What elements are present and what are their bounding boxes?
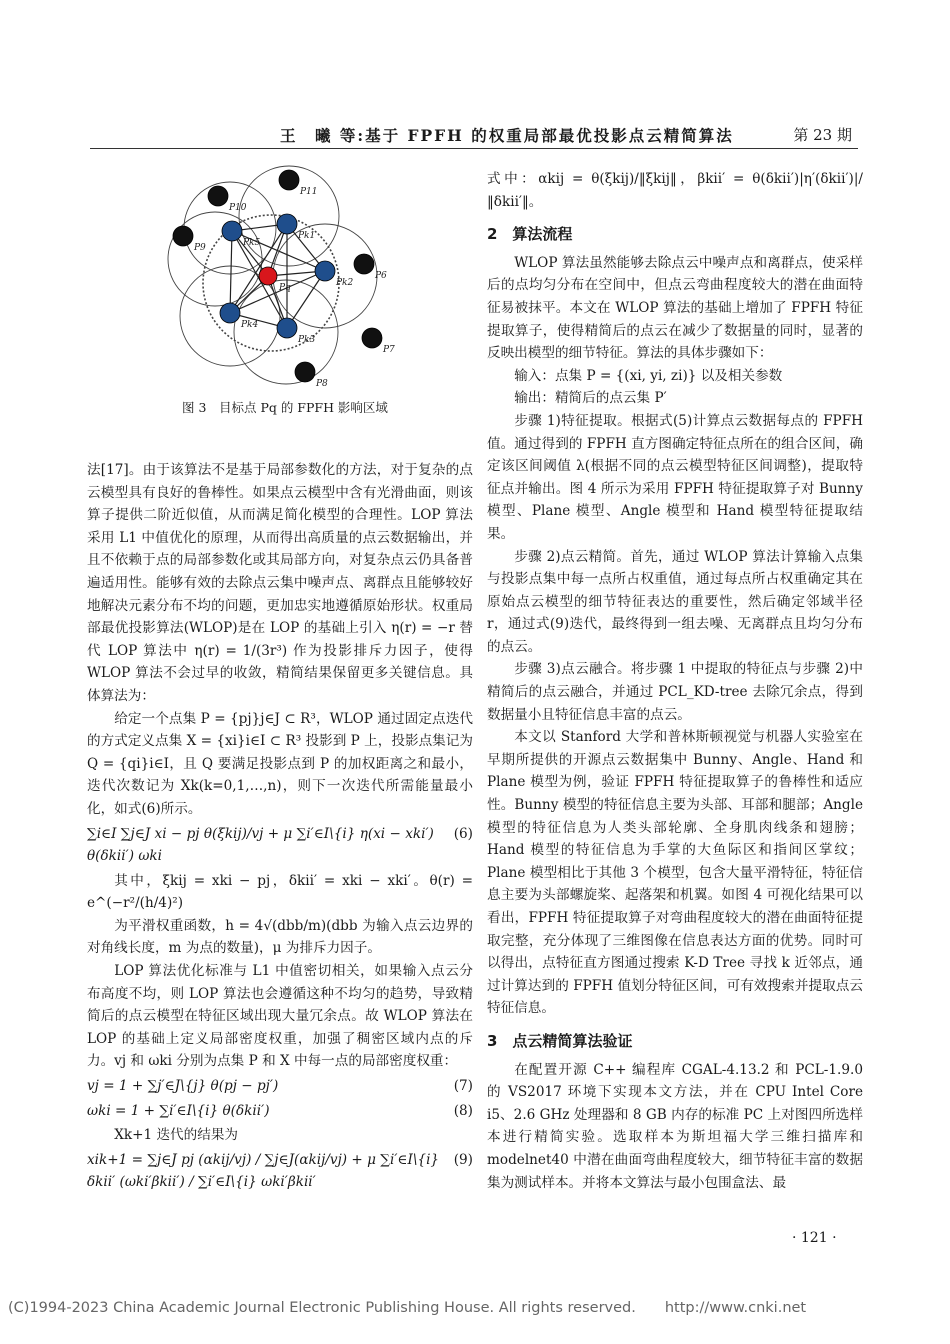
- paragraph: 在配置开源 C++ 编程库 CGAL-4.13.2 和 PCL-1.9.0 的 VS2017 环境下实现本文方法，并在 CPU Intel Core i5、2.6 GHz 处理器和 8 GB 内存的标准 PC 上对图四所选样本进行精简实验。选取样本为斯坦福大学三维扫描库和 modelnet40 中潜在曲面弯曲程度较大，细节特征丰富的数据集为测试样本。并将本文算法与最小包围盒法、最: [487, 1061, 863, 1191]
- node-pk4: [220, 303, 240, 323]
- equation-body: xik+1 = ∑j∈J pj (αkij/vj) / ∑j∈J(αkij/vj) + μ ∑i′∈I\{i} δkii′ (ωki′βkii′) / ∑i′∈I\{i} ωki′βkii′: [87, 1151, 440, 1191]
- graph-edge: [230, 231, 232, 313]
- node-pk2: [315, 261, 335, 281]
- equation-body: ωki = 1 + ∑i′∈I\{i} θ(δkii′): [87, 1102, 270, 1119]
- equation-number: (9): [453, 1151, 473, 1168]
- node-label: P11: [300, 187, 318, 197]
- node-pk1: [277, 214, 297, 234]
- node-label: P7: [383, 345, 395, 355]
- equation-body: vj = 1 + ∑j′∈J\{j} θ(pj − pj′): [87, 1078, 279, 1095]
- node-p10: [208, 186, 228, 206]
- page-number: · 121 ·: [792, 1230, 837, 1246]
- node-p9: [173, 226, 193, 246]
- paragraph: 法[17]。由于该算法不是基于局部参数化的方法，对于复杂的点云模型具有良好的鲁棒性。如果点云模型中含有光滑曲面，则该算子提供二阶近似值，从而满足简化模型的合理性。LOP 算法采用 L1 中值优化的原理，从而得出高质量的点云数据输出，并且不依赖于点的局部参数化或其局部方向，对复杂点云仍具备普遍适用性。能够有效的去除点云集中噪声点、离群点且能够较好地解决元素分布不均的问题，更加忠实地遵循原始形状。权重局部最优投影算法(WLOP)是在 LOP 的基础上引入 η(r) = −r 替代 LOP 算法中 η(r) = 1/(3r³) 作为投影排斥力因子，使得 WLOP 算法不会过早的收敛，精简结果保留更多关键信息。具体算法为：: [87, 462, 473, 704]
- node-label: Pq: [279, 283, 291, 293]
- paragraph: 给定一个点集 P = {pj}j∈J ⊂ R³，WLOP 通过固定点迭代的方式定义点集 X = {xi}i∈I ⊂ R³ 投影到 P 上，投影点集记为 Q = {qi}i∈I，且 Q 要满足投影点到 P 的加权距离之和最小，迭代次数记为 Xk(k=0,1,…,n)，则下一次迭代所需能量最小化，如式(6)所示。: [87, 710, 473, 817]
- paragraph: 为平滑权重函数，h = 4√(dbb/m)(dbb 为输入点云边界的对角线长度，m 为点的数量)，μ 为排斥力因子。: [87, 917, 473, 957]
- figure-caption: 图 3 目标点 Pq 的 FPFH 影响区域: [182, 400, 388, 415]
- paragraph: WLOP 算法虽然能够去除点云中噪声点和离群点，使采样后的点均匀分布在空间中，但点云弯曲程度较大的潜在曲面特征易被抹平。本文在 WLOP 算法的基础上增加了 FPFH 特征提取算子，使得精简后的点云在减少了数据量的同时，显著的反映出模型的细节特征。算法的具体步骤如下：: [487, 254, 863, 362]
- equation-9: [87, 1149, 473, 1194]
- equation-6: [87, 823, 473, 868]
- copyright-footer: (C)1994-2023 China Academic Journal Electronic Publishing House. All rights reserved. http://www.cnki.net: [8, 1300, 807, 1316]
- node-p11: [279, 170, 299, 190]
- node-label: P8: [316, 379, 328, 388]
- paragraph: Xk+1 迭代的结果为: [114, 1127, 239, 1144]
- right-column: [487, 168, 863, 1194]
- node-label: Pk1: [298, 231, 316, 241]
- paragraph: 其中，ξkij = xki − pj，δkii′ = xki − xki′。θ(r) = e^(−r²/(h/4)²): [87, 872, 473, 912]
- node-label: Pk3: [298, 335, 316, 345]
- step-1: 步骤 1)特征提取。根据式(5)计算点云数据每点的 FPFH 值。通过得到的 FPFH 直方图确定特征点所在的组合区间，确定该区间阈值 λ(根据不同的点云模型特征区间调整)，提取特征点并输出。图 4 所示为采用 FPFH 特征提取算子对 Bunny 模型、Plane 模型、Angle 模型和 Hand 模型特征提取结果。: [487, 412, 863, 542]
- section-heading-3: 3 点云精简算法验证: [487, 1031, 633, 1050]
- node-p7: [362, 328, 382, 348]
- fpfh-influence-diagram: [158, 158, 408, 388]
- left-column: [87, 459, 473, 1196]
- node-label: P9: [194, 243, 206, 253]
- running-title: 王 曦 等:基于 FPFH 的权重局部最优投影点云精简算法: [280, 126, 734, 145]
- equation-7: [87, 1075, 473, 1098]
- paragraph: 本文以 Stanford 大学和普林斯顿视觉与机器人实验室在早期所提供的开源点云数据集中 Bunny、Angle、Hand 和 Plane 模型为例，验证 FPFH 特征提取算子的鲁棒性和适应性。Bunny 模型的特征信息主要为头部、耳部和腿部；Angle 模型的特征信息为人类头部轮廓、全身肌肉线条和翅膀；Hand 模型的特征信息为手掌的大鱼际区和指间区掌纹；Plane 模型相比于其他 3 个模型，包含大量平滑特征，特征信息主要为头部螺旋桨、起落架和机翼。如图 4 可视化结果可以看出，FPFH 特征提取算子对弯曲程度较大的潜在曲面特征提取完整，充分体现了三维图像在信息表达方面的优势。同时可以得出，点特征直方图通过搜索 K-D Tree 寻找 k 近邻点，通过计算达到的 FPFH 值划分特征区间，可有效搜索并提取点云特征信息。: [487, 729, 863, 1017]
- node-label: P6: [375, 271, 387, 281]
- node-label: Pk5: [243, 238, 261, 248]
- node-pk3: [277, 318, 297, 338]
- node-p8: [295, 362, 315, 382]
- paragraph: LOP 算法优化标准与 L1 中值密切相关，如果输入点云分布高度不均，则 LOP 算法也会遵循这种不均匀的趋势，导致精简后的点云模型在特征区域出现大量冗余点。故 WLOP 算法在 LOP 的基础上定义局部密度权重，加强了稠密区域内点的斥力。vj 和 ωki 分别为点集 P 和 X 中每一点的局部密度权重：: [87, 963, 473, 1070]
- section-heading-2: 2 算法流程: [487, 225, 573, 244]
- figure-3: [158, 158, 408, 388]
- issue-number: 第 23 期: [793, 126, 852, 144]
- node-pq: [259, 267, 277, 285]
- equation-number: (8): [453, 1102, 473, 1119]
- step-2: 步骤 2)点云精简。首先，通过 WLOP 算法计算输入点集与投影点集中每一点所占权重值，通过每点所占权重确定其在原始点云模型的细节特征表达的重要性，然后确定邻域半径 r，通过式(9)迭代，最终得到一组去噪、无离群点且均匀分布的点云。: [487, 548, 863, 655]
- node-label: P10: [229, 203, 247, 213]
- algorithm-output: 输出：精简后的点云集 P′: [514, 390, 667, 407]
- node-p6: [354, 254, 374, 274]
- equation-definitions: 式中：αkij = θ(ξkij)/‖ξkij‖，βkii′ = θ(δkii′)|η′(δkii′)|/‖δkii′‖。: [487, 171, 863, 210]
- equation-body: ∑i∈I ∑j∈J xi − pj θ(ξkij)/vj + μ ∑i′∈I\{i} η(xi − xki′) θ(δkii′) ωki: [87, 825, 434, 865]
- equation-number: (6): [453, 825, 473, 842]
- running-header: [0, 118, 950, 152]
- node-label: Pk4: [241, 320, 259, 330]
- equation-8: [87, 1100, 473, 1123]
- node-pk5: [222, 221, 242, 241]
- step-3: 步骤 3)点云融合。将步骤 1 中提取的特征点与步骤 2)中精简后的点云融合，并通过 PCL_KD-tree 去除冗余点，得到数据量小且特征信息丰富的点云。: [487, 661, 863, 723]
- header-rule: [90, 148, 858, 149]
- equation-number: (7): [453, 1078, 473, 1095]
- node-label: Pk2: [336, 278, 354, 288]
- algorithm-input: 输入：点集 P = {(xi, yi, zi)} 以及相关参数: [514, 367, 783, 384]
